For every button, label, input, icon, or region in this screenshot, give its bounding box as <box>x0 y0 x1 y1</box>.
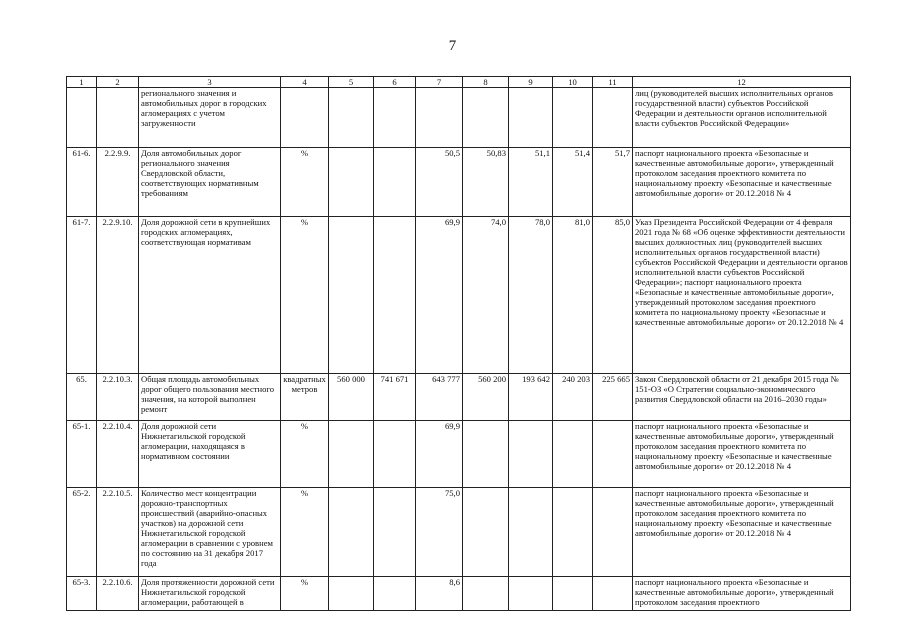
cell-value: 69,9 <box>416 217 463 374</box>
cell-value <box>593 421 633 488</box>
cell-code: 2.2.10.3. <box>97 374 139 421</box>
column-header: 10 <box>553 77 593 88</box>
cell-value: 69,9 <box>416 421 463 488</box>
cell-source: паспорт национального проекта «Безопасные и качественные автомобильные дороги», утвержденный протоколом заседания проектного комитета по национальному проекту «Безопасные и качественные автомобильные дороги» от 20.12.2018 № 4 <box>633 148 851 217</box>
cell-number <box>67 88 97 148</box>
cell-value <box>329 577 374 611</box>
cell-value: 240 203 <box>553 374 593 421</box>
cell-unit: квадратных метров <box>281 374 329 421</box>
cell-code: 2.2.9.10. <box>97 217 139 374</box>
cell-value: 193 642 <box>509 374 553 421</box>
cell-value <box>374 488 416 577</box>
cell-value: 50,83 <box>463 148 509 217</box>
cell-indicator: Доля протяженности дорожной сети Нижнетагильской городской агломерации, работающей в <box>139 577 281 611</box>
cell-value <box>374 148 416 217</box>
cell-unit: % <box>281 577 329 611</box>
cell-value: 643 777 <box>416 374 463 421</box>
table-row <box>67 421 851 488</box>
cell-number: 65. <box>67 374 97 421</box>
cell-number: 65-1. <box>67 421 97 488</box>
cell-indicator: Общая площадь автомобильных дорог общего пользования местного значения, на которой выполнен ремонт <box>139 374 281 421</box>
cell-value: 225 665 <box>593 374 633 421</box>
cell-unit <box>281 88 329 148</box>
cell-value <box>329 217 374 374</box>
column-header: 7 <box>416 77 463 88</box>
cell-code: 2.2.10.6. <box>97 577 139 611</box>
cell-source: паспорт национального проекта «Безопасные и качественные автомобильные дороги», утвержденный протоколом заседания проектного комитета по национальному проекту «Безопасные и качественные автомобильные дороги» от 20.12.2018 № 4 <box>633 421 851 488</box>
cell-unit: % <box>281 217 329 374</box>
cell-indicator: Доля автомобильных дорог регионального значения Свердловской области, соответствующих нормативным требованиям <box>139 148 281 217</box>
cell-value: 51,4 <box>553 148 593 217</box>
cell-value: 560 000 <box>329 374 374 421</box>
cell-unit: % <box>281 148 329 217</box>
cell-value <box>593 488 633 577</box>
column-header: 2 <box>97 77 139 88</box>
cell-value: 51,7 <box>593 148 633 217</box>
cell-value <box>329 488 374 577</box>
cell-number: 65-3. <box>67 577 97 611</box>
cell-source: лиц (руководителей высших исполнительных органов государственной власти) субъектов Российской Федерации и деятельности органов исполнительной власти субъектов Российской Федерации» <box>633 88 851 148</box>
cell-value <box>553 421 593 488</box>
cell-value: 50,5 <box>416 148 463 217</box>
column-header: 12 <box>633 77 851 88</box>
cell-value: 85,0 <box>593 217 633 374</box>
cell-value <box>463 577 509 611</box>
cell-value <box>509 488 553 577</box>
cell-value <box>553 488 593 577</box>
cell-indicator: Количество мест концентрации дорожно-транспортных происшествий (аварийно-опасных участков) на дорожной сети Нижнетагильской городской агломерации в сравнении с уровнем по состоянию на 31 декабря 2017 года <box>139 488 281 577</box>
column-header: 8 <box>463 77 509 88</box>
column-header: 11 <box>593 77 633 88</box>
cell-value <box>463 421 509 488</box>
cell-code: 2.2.10.4. <box>97 421 139 488</box>
cell-value <box>374 217 416 374</box>
cell-value <box>593 88 633 148</box>
table-row <box>67 374 851 421</box>
cell-value <box>463 88 509 148</box>
cell-value: 51,1 <box>509 148 553 217</box>
cell-number: 61-6. <box>67 148 97 217</box>
cell-source: Указ Президента Российской Федерации от 4 февраля 2021 года № 68 «Об оценке эффективности деятельности высших должностных лиц (руководителей высших исполнительных органов государственной власти) субъектов Российской Федерации и деятельности органов исполнительной власти субъектов Российской Федерации»; паспорт национального проекта «Безопасные и качественные автомобильные дороги», утвержденный протоколом заседания проектного комитета по национальному проекту «Безопасные и качественные автомобильные дороги» от 20.12.2018 № 4 <box>633 217 851 374</box>
cell-code: 2.2.10.5. <box>97 488 139 577</box>
cell-number: 65-2. <box>67 488 97 577</box>
cell-indicator: Доля дорожной сети Нижнетагильской городской агломерации, находящаяся в нормативном состоянии <box>139 421 281 488</box>
column-header: 4 <box>281 77 329 88</box>
cell-value: 8,6 <box>416 577 463 611</box>
cell-value <box>374 88 416 148</box>
cell-value <box>593 577 633 611</box>
indicators-table <box>66 76 851 611</box>
cell-value <box>509 88 553 148</box>
cell-source: паспорт национального проекта «Безопасные и качественные автомобильные дороги», утвержденный протоколом заседания проектного <box>633 577 851 611</box>
column-header: 1 <box>67 77 97 88</box>
cell-indicator: Доля дорожной сети в крупнейших городских агломерациях, соответствующая нормативам <box>139 217 281 374</box>
table-row <box>67 577 851 611</box>
table-row <box>67 488 851 577</box>
cell-value <box>553 577 593 611</box>
cell-value <box>374 577 416 611</box>
cell-number: 61-7. <box>67 217 97 374</box>
cell-value <box>329 88 374 148</box>
cell-value: 74,0 <box>463 217 509 374</box>
column-header: 6 <box>374 77 416 88</box>
column-header: 5 <box>329 77 374 88</box>
cell-value <box>416 88 463 148</box>
cell-value <box>329 421 374 488</box>
cell-unit: % <box>281 488 329 577</box>
table-row <box>67 88 851 148</box>
cell-value: 560 200 <box>463 374 509 421</box>
table-header-row <box>67 77 851 88</box>
cell-source: паспорт национального проекта «Безопасные и качественные автомобильные дороги», утвержденный протоколом заседания проектного комитета по национальному проекту «Безопасные и качественные автомобильные дороги» от 20.12.2018 № 4 <box>633 488 851 577</box>
cell-source: Закон Свердловской области от 21 декабря 2015 года № 151-ОЗ «О Стратегии социально-экономического развития Свердловской области на 2016–2030 годы» <box>633 374 851 421</box>
page-number: 7 <box>448 38 457 54</box>
cell-code <box>97 88 139 148</box>
cell-indicator: регионального значения и автомобильных дорог в городских агломерациях с учетом загруженности <box>139 88 281 148</box>
cell-unit: % <box>281 421 329 488</box>
cell-value <box>463 488 509 577</box>
column-header: 3 <box>139 77 281 88</box>
cell-value: 741 671 <box>374 374 416 421</box>
column-header: 9 <box>509 77 553 88</box>
table-row <box>67 217 851 374</box>
cell-value <box>553 88 593 148</box>
cell-value <box>509 421 553 488</box>
cell-code: 2.2.9.9. <box>97 148 139 217</box>
cell-value: 78,0 <box>509 217 553 374</box>
cell-value <box>374 421 416 488</box>
cell-value: 75,0 <box>416 488 463 577</box>
cell-value: 81,0 <box>553 217 593 374</box>
cell-value <box>509 577 553 611</box>
cell-value <box>329 148 374 217</box>
table-row <box>67 148 851 217</box>
